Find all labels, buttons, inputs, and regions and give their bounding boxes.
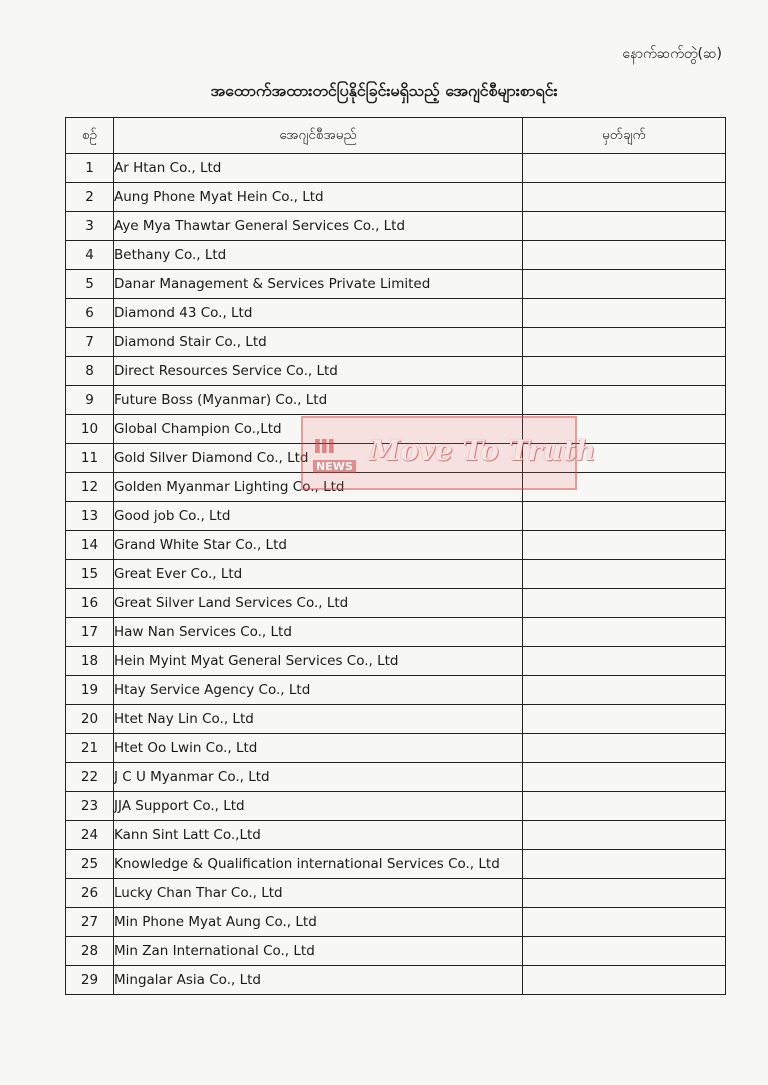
table-row [66, 792, 726, 821]
remark-cell [523, 415, 726, 444]
row-number: 5 [66, 270, 114, 299]
remark-cell [523, 444, 726, 473]
row-number: 19 [66, 676, 114, 705]
table-row [66, 154, 726, 183]
row-number: 16 [66, 589, 114, 618]
agency-name: Aung Phone Myat Hein Co., Ltd [114, 183, 523, 212]
remark-cell [523, 531, 726, 560]
table-row [66, 850, 726, 879]
watermark-logo-mark: ııı [313, 430, 334, 460]
agency-name: Danar Management & Services Private Limited [114, 270, 523, 299]
agency-name: Diamond Stair Co., Ltd [114, 328, 523, 357]
remark-cell [523, 676, 726, 705]
table-row [66, 473, 726, 502]
document-title: အထောက်အထားတင်ပြနိုင်ခြင်းမရှိသည့် အေဂျင်စီများစာရင်း [210, 81, 558, 100]
remark-cell [523, 734, 726, 763]
agency-name: Lucky Chan Thar Co., Ltd [114, 879, 523, 908]
table-row [66, 183, 726, 212]
row-number: 14 [66, 531, 114, 560]
agency-name: Great Silver Land Services Co., Ltd [114, 589, 523, 618]
agency-name: Diamond 43 Co., Ltd [114, 299, 523, 328]
row-number: 1 [66, 154, 114, 183]
table-row [66, 212, 726, 241]
table-row [66, 734, 726, 763]
remark-cell [523, 386, 726, 415]
remark-cell [523, 560, 726, 589]
remark-cell [523, 850, 726, 879]
row-number: 23 [66, 792, 114, 821]
agency-name: Htet Oo Lwin Co., Ltd [114, 734, 523, 763]
remark-cell [523, 183, 726, 212]
remark-cell [523, 763, 726, 792]
row-number: 25 [66, 850, 114, 879]
remark-cell [523, 299, 726, 328]
remark-cell [523, 328, 726, 357]
table-row [66, 676, 726, 705]
agency-name: Knowledge & Qualification international Services Co., Ltd [114, 850, 523, 879]
row-number: 24 [66, 821, 114, 850]
table-row [66, 618, 726, 647]
table-row [66, 879, 726, 908]
table-row [66, 502, 726, 531]
table-header-row [66, 118, 726, 154]
remark-cell [523, 212, 726, 241]
agency-name: Htay Service Agency Co., Ltd [114, 676, 523, 705]
row-number: 22 [66, 763, 114, 792]
remark-cell [523, 473, 726, 502]
row-number: 12 [66, 473, 114, 502]
remark-cell [523, 879, 726, 908]
row-number: 11 [66, 444, 114, 473]
remark-cell [523, 589, 726, 618]
agency-name: Htet Nay Lin Co., Ltd [114, 705, 523, 734]
agency-name: Good job Co., Ltd [114, 502, 523, 531]
row-number: 10 [66, 415, 114, 444]
remark-cell [523, 966, 726, 995]
row-number: 6 [66, 299, 114, 328]
row-number: 3 [66, 212, 114, 241]
agency-name: J C U Myanmar Co., Ltd [114, 763, 523, 792]
column-header-number: စဉ် [66, 118, 114, 154]
row-number: 20 [66, 705, 114, 734]
agency-name: Min Zan International Co., Ltd [114, 937, 523, 966]
row-number: 29 [66, 966, 114, 995]
agency-name: JJA Support Co., Ltd [114, 792, 523, 821]
table-row [66, 966, 726, 995]
table-row [66, 705, 726, 734]
table-row [66, 328, 726, 357]
table-row [66, 908, 726, 937]
table-row [66, 386, 726, 415]
agency-name: Haw Nan Services Co., Ltd [114, 618, 523, 647]
agency-name: Min Phone Myat Aung Co., Ltd [114, 908, 523, 937]
agency-name: Golden Myanmar Lighting Co., Ltd [114, 473, 523, 502]
annex-label: နောက်ဆက်တွဲ(ဆ) [622, 46, 722, 62]
remark-cell [523, 821, 726, 850]
table-row [66, 531, 726, 560]
table-row [66, 937, 726, 966]
remark-cell [523, 502, 726, 531]
table-row [66, 357, 726, 386]
remark-cell [523, 241, 726, 270]
agency-name: Gold Silver Diamond Co., Ltd [114, 444, 523, 473]
remark-cell [523, 705, 726, 734]
remark-cell [523, 937, 726, 966]
row-number: 26 [66, 879, 114, 908]
agency-name: Direct Resources Service Co., Ltd [114, 357, 523, 386]
agency-name: Ar Htan Co., Ltd [114, 154, 523, 183]
table-row [66, 415, 726, 444]
column-header-remarks: မှတ်ချက် [523, 118, 726, 154]
row-number: 13 [66, 502, 114, 531]
watermark-text: Move To Truth [369, 434, 596, 467]
table-row [66, 589, 726, 618]
agency-name: Future Boss (Myanmar) Co., Ltd [114, 386, 523, 415]
agency-name: Hein Myint Myat General Services Co., Ltd [114, 647, 523, 676]
remark-cell [523, 647, 726, 676]
table-row [66, 241, 726, 270]
agency-table [65, 117, 726, 995]
remark-cell [523, 270, 726, 299]
row-number: 15 [66, 560, 114, 589]
remark-cell [523, 357, 726, 386]
row-number: 2 [66, 183, 114, 212]
row-number: 27 [66, 908, 114, 937]
column-header-agency-name: အေဂျင်စီအမည် [114, 118, 523, 154]
agency-name: Bethany Co., Ltd [114, 241, 523, 270]
row-number: 7 [66, 328, 114, 357]
row-number: 8 [66, 357, 114, 386]
table-row [66, 444, 726, 473]
table-row [66, 821, 726, 850]
agency-name: Kann Sint Latt Co.,Ltd [114, 821, 523, 850]
remark-cell [523, 154, 726, 183]
table-row [66, 560, 726, 589]
table-row [66, 270, 726, 299]
table-body [66, 154, 726, 995]
agency-name: Mingalar Asia Co., Ltd [114, 966, 523, 995]
agency-name: Aye Mya Thawtar General Services Co., Ltd [114, 212, 523, 241]
agency-name: Global Champion Co.,Ltd [114, 415, 523, 444]
row-number: 18 [66, 647, 114, 676]
table-row [66, 299, 726, 328]
watermark-logo-news: NEWS [313, 460, 356, 473]
row-number: 28 [66, 937, 114, 966]
agency-name: Great Ever Co., Ltd [114, 560, 523, 589]
table-row [66, 647, 726, 676]
row-number: 21 [66, 734, 114, 763]
remark-cell [523, 792, 726, 821]
remark-cell [523, 618, 726, 647]
remark-cell [523, 908, 726, 937]
table-row [66, 763, 726, 792]
agency-name: Grand White Star Co., Ltd [114, 531, 523, 560]
row-number: 9 [66, 386, 114, 415]
row-number: 4 [66, 241, 114, 270]
row-number: 17 [66, 618, 114, 647]
